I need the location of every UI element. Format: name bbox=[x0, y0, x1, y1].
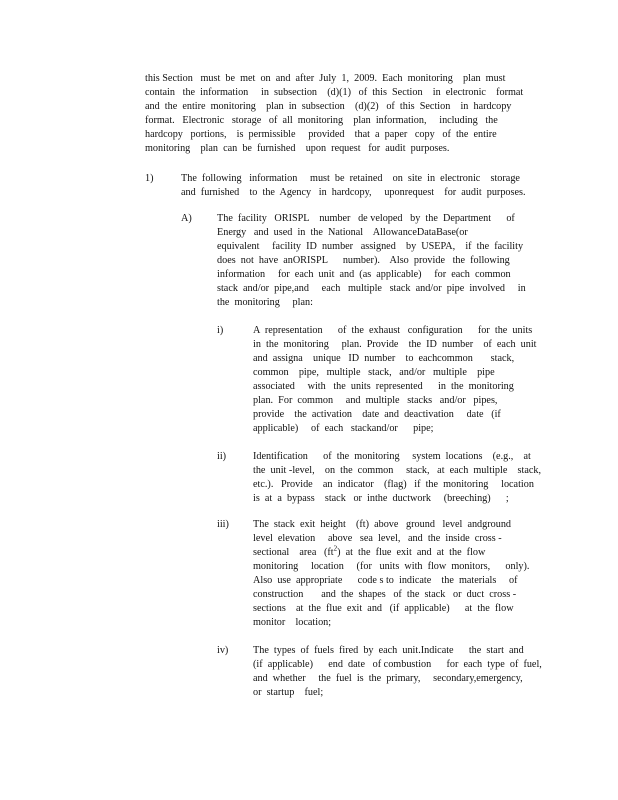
item-iii-line-head: sectional area (ft bbox=[253, 547, 334, 558]
item-iii-label: iii) bbox=[217, 519, 229, 530]
item-iii-line: monitoring location (for units with flow monitors, only). bbox=[253, 561, 530, 572]
item-1-line: The following information must be retained on site in electronic storage bbox=[181, 173, 520, 184]
item-a-line: the monitoring plan: bbox=[217, 297, 313, 308]
item-ii-line: the unit -level, on the common stack, at each multiple stack, bbox=[253, 465, 542, 476]
item-iii-line: The stack exit height (ft) above ground level andground bbox=[253, 519, 512, 530]
item-iv-label: iv) bbox=[217, 645, 229, 656]
item-iii-line bbox=[253, 546, 529, 560]
item-i-line: plan. For common and multiple stacks and/or pipes, bbox=[253, 395, 498, 406]
item-i-line: A representation of the exhaust configuration for the units bbox=[253, 325, 533, 336]
item-iv-line: The types of fuels fired by each unit.Indicate the start and bbox=[253, 645, 524, 656]
item-i-line: associated with the units represented in the monitoring bbox=[253, 381, 514, 392]
item-iv-text bbox=[253, 644, 542, 700]
item-i-line: provide the activation date and deactivation date (if bbox=[253, 409, 501, 420]
item-i-text bbox=[253, 324, 537, 436]
item-a-line: stack and/or pipe,and each multiple stack and/or pipe involved in bbox=[217, 283, 526, 294]
item-i-line: in the monitoring plan. Provide the ID number of each unit bbox=[253, 339, 537, 350]
item-a-line: does not have anORISPL number). Also provide the following bbox=[217, 255, 510, 266]
item-ii-line: Identification of the monitoring system locations (e.g., at bbox=[253, 451, 531, 462]
item-iv-line: (if applicable) end date of combustion for each type of fuel, bbox=[253, 659, 542, 670]
item-iv-line: or startup fuel; bbox=[253, 687, 324, 698]
item-1-line: and furnished to the Agency in hardcopy, uponrequest for audit purposes. bbox=[181, 187, 526, 198]
item-iii-line: construction and the shapes of the stack or duct cross - bbox=[253, 589, 517, 600]
item-iii-line: sections at the flue exit and (if applicable) at the flow bbox=[253, 603, 514, 614]
item-a-line: Energy and used in the National AllowanceDataBase(or bbox=[217, 227, 468, 238]
item-a-line: information for each unit and (as applicable) for each common bbox=[217, 269, 511, 280]
item-i-line: common pipe, multiple stack, and/or multiple pipe bbox=[253, 367, 495, 378]
intro-paragraph bbox=[145, 72, 523, 156]
item-a-line: equivalent facility ID number assigned by USEPA, if the facility bbox=[217, 241, 524, 252]
item-a-text bbox=[217, 212, 526, 310]
superscript-2: 2 bbox=[333, 544, 338, 553]
item-iii-line: Also use appropriate code s to indicate the materials of bbox=[253, 575, 518, 586]
item-a-label: A) bbox=[181, 213, 192, 224]
item-i-line: applicable) of each stackand/or pipe; bbox=[253, 423, 434, 434]
item-1-label: 1) bbox=[145, 173, 154, 184]
item-1-text bbox=[181, 172, 526, 200]
intro-line: and the entire monitoring plan in subsection (d)(2) of this Section in hardcopy bbox=[145, 101, 512, 112]
item-ii-text bbox=[253, 450, 541, 506]
item-iii-line-tail: ) at the flue exit and at the flow bbox=[337, 547, 486, 558]
intro-line: format. Electronic storage of all monitoring plan information, including the bbox=[145, 115, 498, 126]
intro-line: contain the information in subsection (d)(1) of this Section in electronic format bbox=[145, 87, 524, 98]
item-i-line: and assigna unique ID number to eachcommon stack, bbox=[253, 353, 515, 364]
intro-line: monitoring plan can be furnished upon request for audit purposes. bbox=[145, 143, 450, 154]
item-a-line: The facility ORISPL number de veloped by the Department of bbox=[217, 213, 515, 224]
intro-line: this Section must be met on and after July 1, 2009. Each monitoring plan must bbox=[145, 73, 506, 84]
item-ii-line: is at a bypass stack or inthe ductwork (breeching) ; bbox=[253, 493, 509, 504]
item-iii-text bbox=[253, 518, 529, 630]
item-i-label: i) bbox=[217, 325, 224, 336]
item-iv-line: and whether the fuel is the primary, secondary,emergency, bbox=[253, 673, 523, 684]
item-ii-label: ii) bbox=[217, 451, 227, 462]
item-iii-line: monitor location; bbox=[253, 617, 332, 628]
item-iii-line: level elevation above sea level, and the inside cross - bbox=[253, 533, 502, 544]
item-ii-line: etc.). Provide an indicator (flag) if the monitoring location bbox=[253, 479, 534, 490]
intro-line: hardcopy portions, is permissible provided that a paper copy of the entire bbox=[145, 129, 497, 140]
